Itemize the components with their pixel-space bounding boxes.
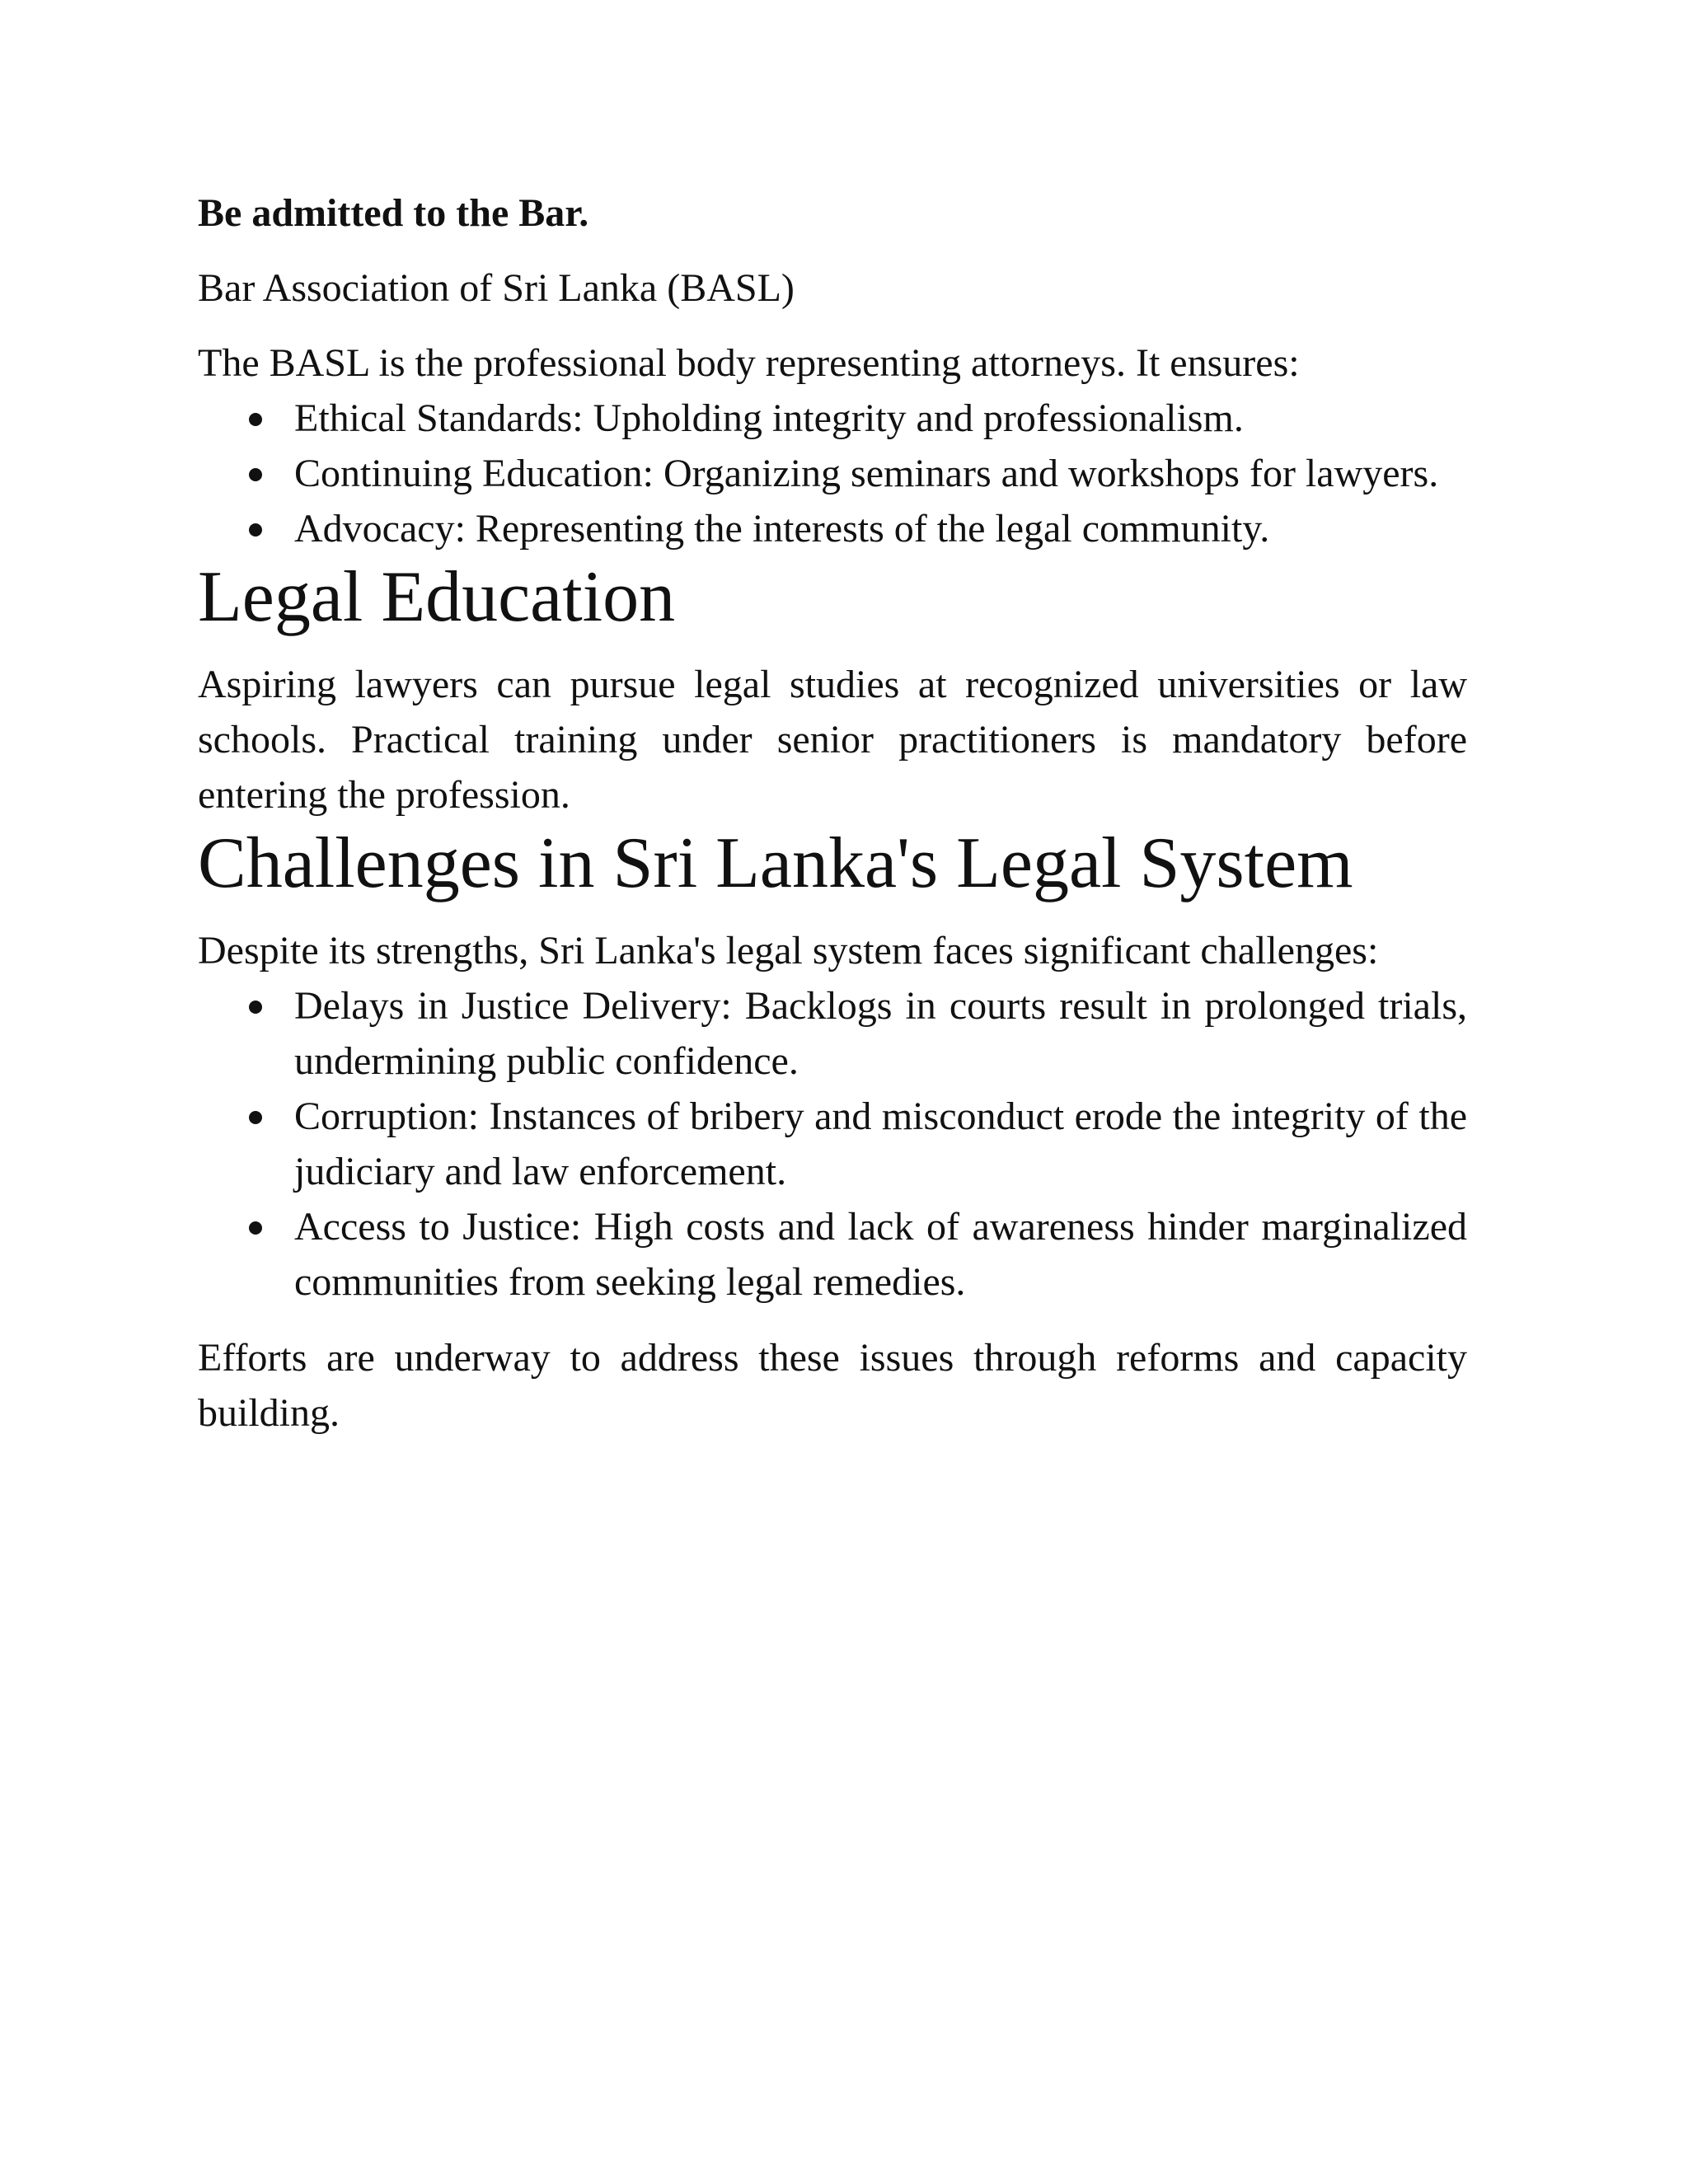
list-item bbox=[198, 446, 1467, 501]
legal-education-heading: Legal Education bbox=[198, 557, 676, 637]
list-item bbox=[198, 1199, 1467, 1310]
list-item-text: Access to Justice: High costs and lack of awareness hinder marginalized communities from seeking legal remedies. bbox=[294, 1205, 1467, 1304]
list-item bbox=[198, 501, 1467, 556]
bullet-icon bbox=[249, 1001, 262, 1014]
list-item-text: Corruption: Instances of bribery and misconduct erode the integrity of the judiciary and law enforcement. bbox=[294, 1094, 1467, 1193]
bullet-icon bbox=[249, 523, 262, 537]
document-page bbox=[198, 185, 1467, 1441]
basl-intro: The BASL is the professional body representing attorneys. It ensures: bbox=[198, 341, 1300, 385]
bullet-icon bbox=[249, 413, 262, 426]
basl-title: Bar Association of Sri Lanka (BASL) bbox=[198, 266, 795, 310]
list-item bbox=[198, 391, 1467, 446]
basl-list bbox=[198, 391, 1467, 556]
list-item-text: Delays in Justice Delivery: Backlogs in courts result in prolonged trials, undermining public confidence. bbox=[294, 984, 1467, 1083]
bullet-icon bbox=[249, 1111, 262, 1124]
challenges-heading: Challenges in Sri Lanka's Legal System bbox=[198, 823, 1353, 903]
legal-education-paragraph: Aspiring lawyers can pursue legal studies at recognized universities or law schools. Practical training under senior practitioners is mandatory before entering the profession. bbox=[198, 663, 1467, 817]
bold-heading: Be admitted to the Bar. bbox=[198, 191, 589, 235]
list-item-text: Ethical Standards: Upholding integrity and professionalism. bbox=[294, 396, 1244, 440]
challenges-intro: Despite its strengths, Sri Lanka's legal system faces significant challenges: bbox=[198, 929, 1379, 972]
challenges-list bbox=[198, 978, 1467, 1310]
bullet-icon bbox=[249, 468, 262, 481]
list-item bbox=[198, 1089, 1467, 1199]
closing-paragraph: Efforts are underway to address these issues through reforms and capacity building. bbox=[198, 1336, 1467, 1435]
list-item-text: Continuing Education: Organizing seminars and workshops for lawyers. bbox=[294, 452, 1439, 495]
list-item-text: Advocacy: Representing the interests of the legal community. bbox=[294, 507, 1270, 551]
list-item bbox=[198, 978, 1467, 1089]
bullet-icon bbox=[249, 1221, 262, 1235]
